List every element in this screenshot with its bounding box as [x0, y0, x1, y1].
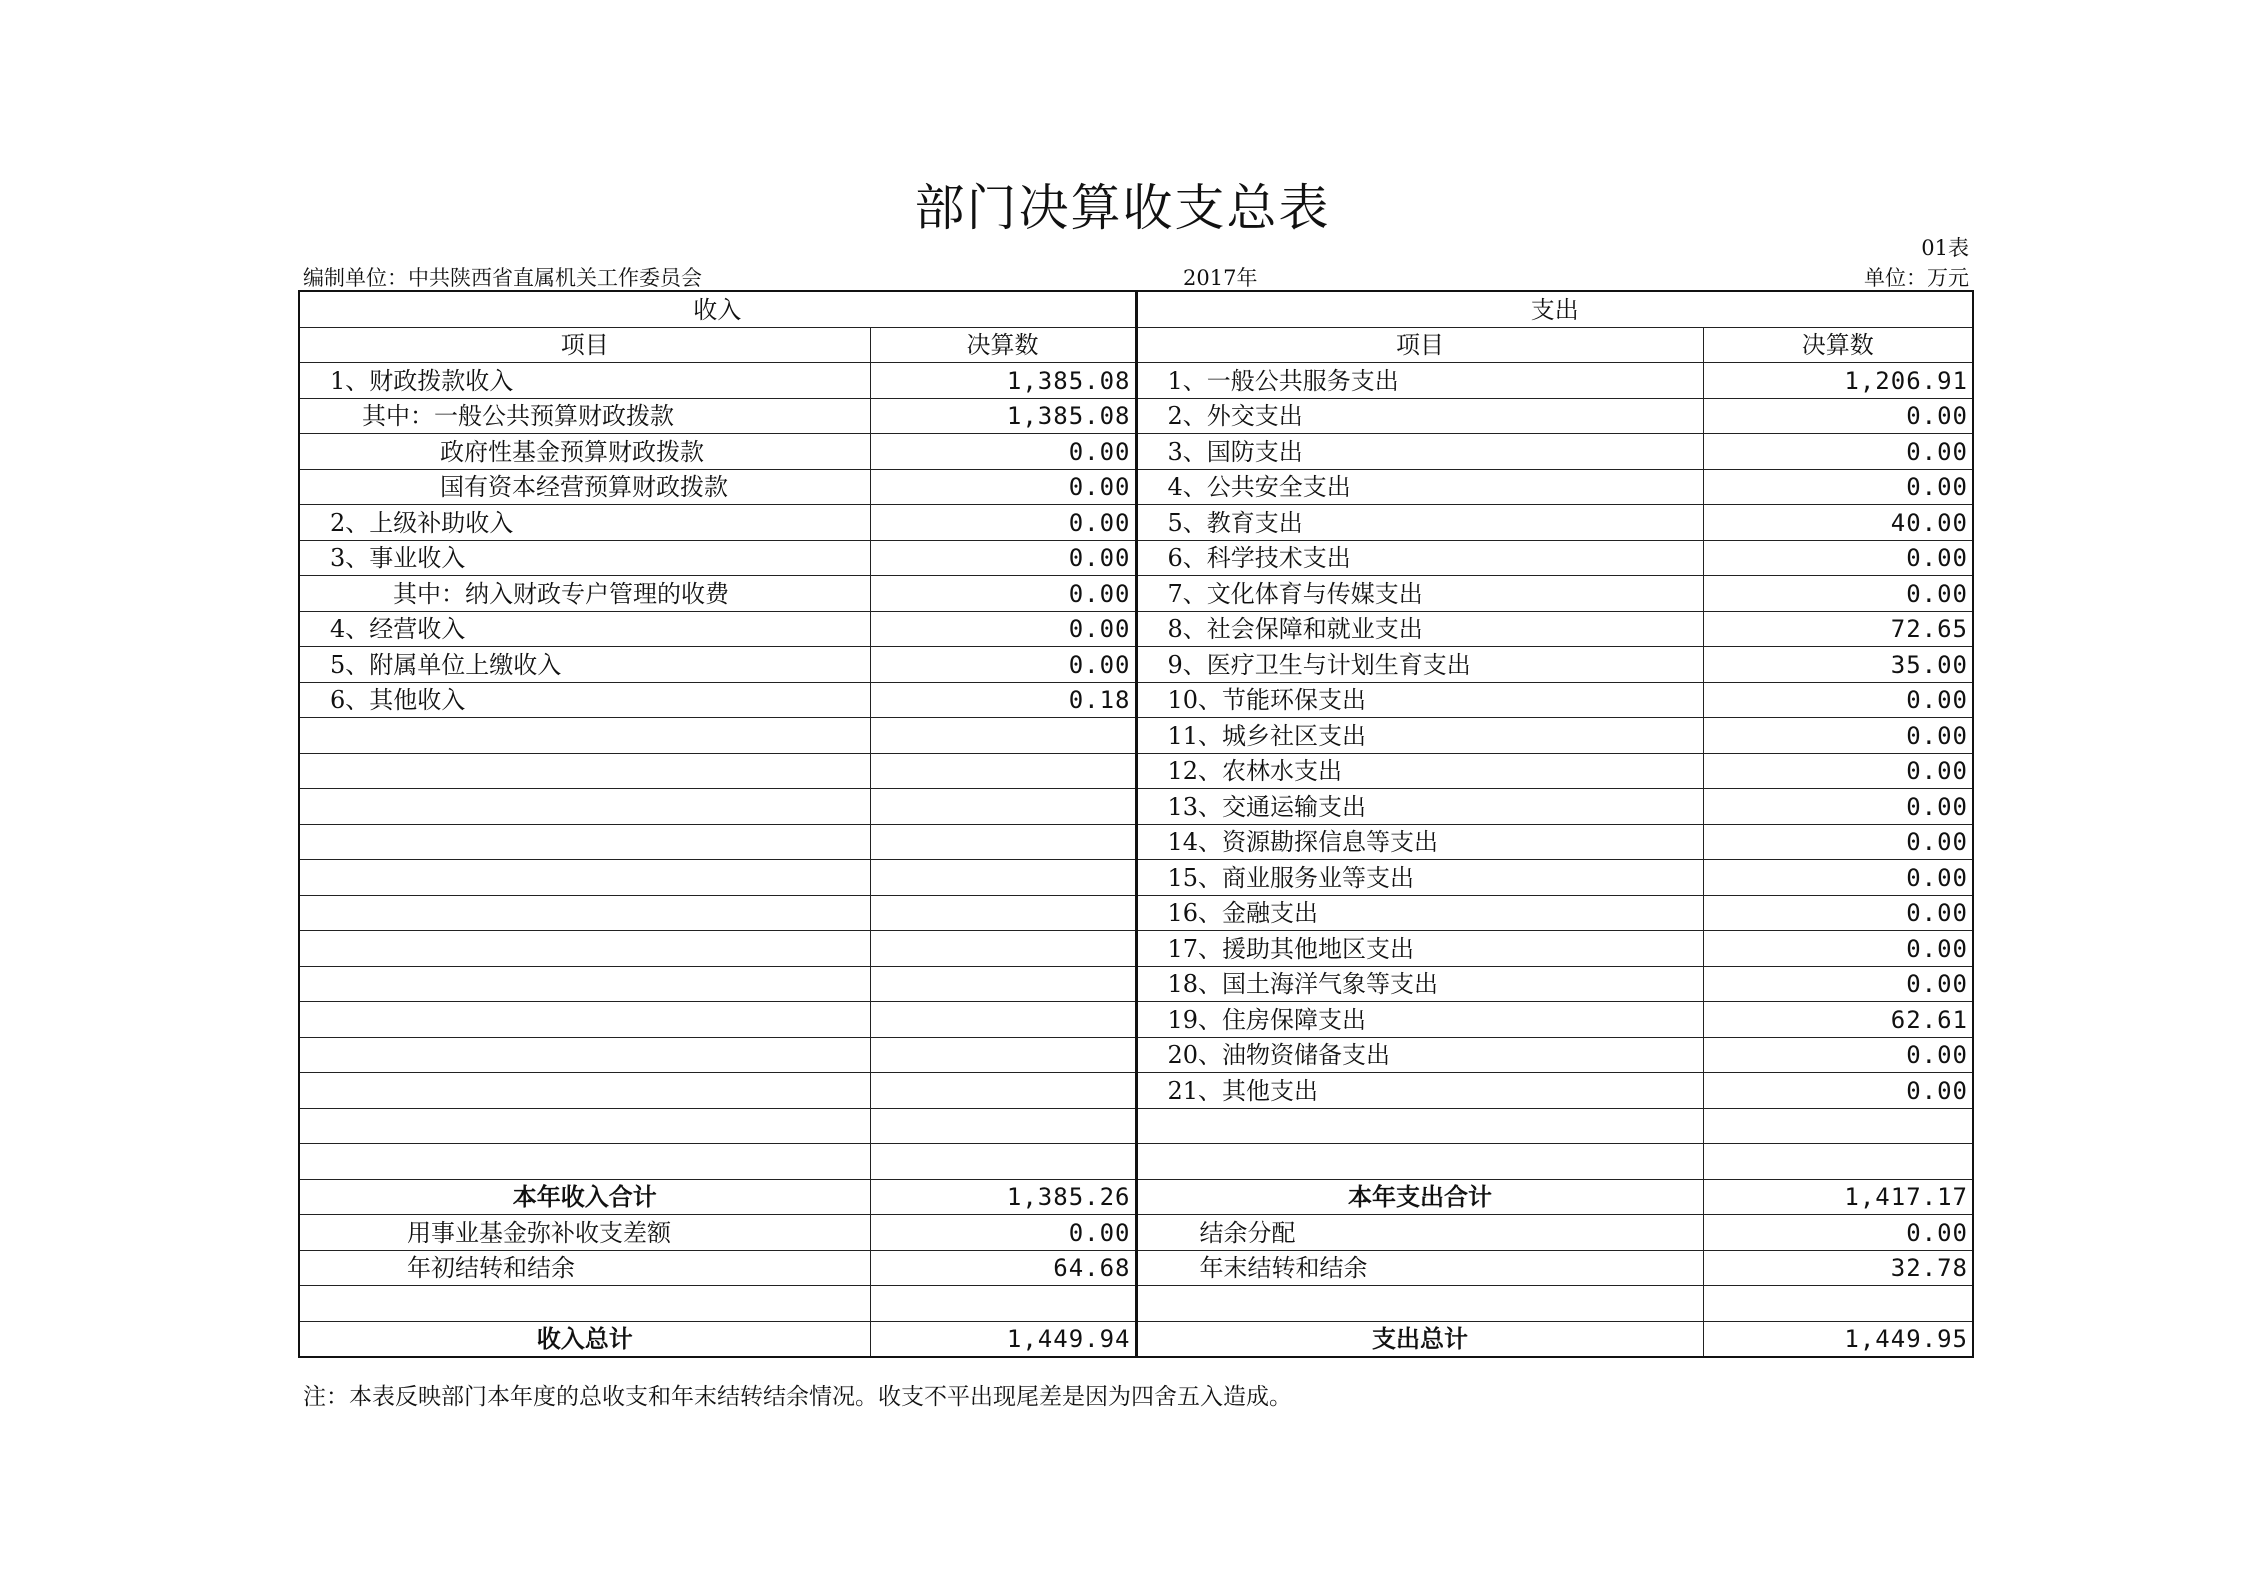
footnote: 注：本表反映部门本年度的总收支和年末结转结余情况。收支不平出现尾差是因为四舍五入造成。: [303, 1384, 1292, 1410]
fund-offset-value: 0.00: [870, 1215, 1136, 1251]
income-grand-total-value: 1,449.94: [870, 1321, 1136, 1357]
income-item-empty: [299, 789, 870, 825]
table-row: [299, 1073, 1973, 1109]
expense-section-header: 支出: [1136, 291, 1973, 327]
income-value-empty: [870, 895, 1136, 931]
table-row: [299, 753, 1973, 789]
empty-cell: [1136, 1144, 1703, 1180]
expense-year-total-label: 本年支出合计: [1136, 1179, 1703, 1215]
empty-cell: [299, 1286, 870, 1322]
empty-cell: [1136, 1108, 1703, 1144]
income-value: 1,385.08: [870, 398, 1136, 434]
table-row: [299, 860, 1973, 896]
table-row: [299, 895, 1973, 931]
expense-item: 18、国土海洋气象等支出: [1136, 966, 1703, 1002]
income-item: 2、上级补助收入: [299, 505, 870, 541]
income-item: 其中：纳入财政专户管理的收费: [299, 576, 870, 612]
income-item: 5、附属单位上缴收入: [299, 647, 870, 683]
income-item-empty: [299, 1073, 870, 1109]
income-value-empty: [870, 1002, 1136, 1038]
empty-cell: [870, 1144, 1136, 1180]
income-value-empty: [870, 860, 1136, 896]
surplus-allocation-label: 结余分配: [1136, 1215, 1703, 1251]
report-year: 2017年: [1183, 266, 1258, 290]
page-title: 部门决算收支总表: [914, 179, 1331, 237]
income-item-empty: [299, 1002, 870, 1038]
table-row-empty: [299, 1144, 1973, 1180]
column-header-row: [299, 327, 1973, 363]
income-item: 1、财政拨款收入: [299, 363, 870, 399]
income-item: 3、事业收入: [299, 540, 870, 576]
table-row: [299, 789, 1973, 825]
expense-item-header: 项目: [1136, 327, 1703, 363]
income-item-empty: [299, 718, 870, 754]
expense-item: 3、国防支出: [1136, 434, 1703, 470]
empty-cell: [299, 1144, 870, 1180]
expense-item: 5、教育支出: [1136, 505, 1703, 541]
expense-item: 20、油物资储备支出: [1136, 1037, 1703, 1073]
table-row: [299, 611, 1973, 647]
income-value: 0.00: [870, 505, 1136, 541]
income-item: 4、经营收入: [299, 611, 870, 647]
table-row: [299, 966, 1973, 1002]
table-number: 01表: [1921, 236, 1969, 260]
table-row: [299, 931, 1973, 967]
expense-amount-header: 决算数: [1703, 327, 1973, 363]
expense-value: 0.00: [1703, 895, 1973, 931]
expense-value: 0.00: [1703, 966, 1973, 1002]
expense-item: 19、住房保障支出: [1136, 1002, 1703, 1038]
expense-item: 7、文化体育与传媒支出: [1136, 576, 1703, 612]
expense-value: 0.00: [1703, 753, 1973, 789]
income-item-empty: [299, 1037, 870, 1073]
expense-value: 1,206.91: [1703, 363, 1973, 399]
income-value: 0.00: [870, 469, 1136, 505]
empty-cell: [1703, 1144, 1973, 1180]
expense-value: 0.00: [1703, 576, 1973, 612]
table-row: [299, 398, 1973, 434]
expense-value: 0.00: [1703, 398, 1973, 434]
income-year-total-value: 1,385.26: [870, 1179, 1136, 1215]
expense-value: 0.00: [1703, 682, 1973, 718]
expense-value: 40.00: [1703, 505, 1973, 541]
income-item: 政府性基金预算财政拨款: [299, 434, 870, 470]
expense-item: 11、城乡社区支出: [1136, 718, 1703, 754]
income-grand-total-label: 收入总计: [299, 1321, 870, 1357]
empty-cell: [1703, 1108, 1973, 1144]
income-section-header: 收入: [299, 291, 1136, 327]
expense-item: 4、公共安全支出: [1136, 469, 1703, 505]
table-row: [299, 434, 1973, 470]
income-item-empty: [299, 824, 870, 860]
expense-value: 0.00: [1703, 789, 1973, 825]
expense-item: 14、资源勘探信息等支出: [1136, 824, 1703, 860]
expense-value: 0.00: [1703, 931, 1973, 967]
expense-value: 0.00: [1703, 718, 1973, 754]
table-row: [299, 1215, 1973, 1251]
table-row-empty: [299, 1108, 1973, 1144]
income-value: 0.00: [870, 540, 1136, 576]
income-value-empty: [870, 1073, 1136, 1109]
year-total-row: [299, 1179, 1973, 1215]
income-item-empty: [299, 860, 870, 896]
income-value-empty: [870, 931, 1136, 967]
currency-unit: 单位：万元: [1864, 266, 1969, 290]
table-row-empty: [299, 1286, 1973, 1322]
section-header-row: [299, 291, 1973, 327]
expense-year-total-value: 1,417.17: [1703, 1179, 1973, 1215]
income-item: 其中：一般公共预算财政拨款: [299, 398, 870, 434]
grand-total-row: [299, 1321, 1973, 1357]
end-carryover-value: 32.78: [1703, 1250, 1973, 1286]
expense-item: 21、其他支出: [1136, 1073, 1703, 1109]
income-value: 0.18: [870, 682, 1136, 718]
table-row: [299, 824, 1973, 860]
income-value-empty: [870, 966, 1136, 1002]
table-row: [299, 1002, 1973, 1038]
income-item: 6、其他收入: [299, 682, 870, 718]
table-row: [299, 505, 1973, 541]
expense-item: 12、农林水支出: [1136, 753, 1703, 789]
budget-table: [298, 290, 1974, 1358]
table-row: [299, 1250, 1973, 1286]
expense-value: 0.00: [1703, 860, 1973, 896]
expense-value: 62.61: [1703, 1002, 1973, 1038]
expense-item: 10、节能环保支出: [1136, 682, 1703, 718]
expense-item: 8、社会保障和就业支出: [1136, 611, 1703, 647]
expense-grand-total-value: 1,449.95: [1703, 1321, 1973, 1357]
expense-item: 1、一般公共服务支出: [1136, 363, 1703, 399]
expense-item: 16、金融支出: [1136, 895, 1703, 931]
income-item-empty: [299, 931, 870, 967]
income-value: 1,385.08: [870, 363, 1136, 399]
income-value: 0.00: [870, 647, 1136, 683]
expense-grand-total-label: 支出总计: [1136, 1321, 1703, 1357]
empty-cell: [1136, 1286, 1703, 1322]
income-value: 0.00: [870, 611, 1136, 647]
income-item: 国有资本经营预算财政拨款: [299, 469, 870, 505]
income-value-empty: [870, 753, 1136, 789]
expense-value: 35.00: [1703, 647, 1973, 683]
empty-cell: [870, 1286, 1136, 1322]
expense-item: 6、科学技术支出: [1136, 540, 1703, 576]
income-value-empty: [870, 1037, 1136, 1073]
income-amount-header: 决算数: [870, 327, 1136, 363]
expense-value: 72.65: [1703, 611, 1973, 647]
table-row: [299, 363, 1973, 399]
table-row: [299, 718, 1973, 754]
table-row: [299, 576, 1973, 612]
income-value-empty: [870, 789, 1136, 825]
empty-cell: [870, 1108, 1136, 1144]
table-row: [299, 540, 1973, 576]
income-value: 0.00: [870, 576, 1136, 612]
income-item-header: 项目: [299, 327, 870, 363]
expense-item: 15、商业服务业等支出: [1136, 860, 1703, 896]
income-item-empty: [299, 966, 870, 1002]
income-value-empty: [870, 824, 1136, 860]
begin-carryover-label: 年初结转和结余: [299, 1250, 870, 1286]
expense-value: 0.00: [1703, 434, 1973, 470]
income-item-empty: [299, 753, 870, 789]
expense-item: 17、援助其他地区支出: [1136, 931, 1703, 967]
empty-cell: [299, 1108, 870, 1144]
expense-item: 13、交通运输支出: [1136, 789, 1703, 825]
begin-carryover-value: 64.68: [870, 1250, 1136, 1286]
fund-offset-label: 用事业基金弥补收支差额: [299, 1215, 870, 1251]
table-row: [299, 682, 1973, 718]
income-year-total-label: 本年收入合计: [299, 1179, 870, 1215]
income-item-empty: [299, 895, 870, 931]
expense-value: 0.00: [1703, 1073, 1973, 1109]
expense-value: 0.00: [1703, 1037, 1973, 1073]
expense-value: 0.00: [1703, 469, 1973, 505]
income-value: 0.00: [870, 434, 1136, 470]
expense-item: 2、外交支出: [1136, 398, 1703, 434]
empty-cell: [1703, 1286, 1973, 1322]
table-row: [299, 469, 1973, 505]
surplus-allocation-value: 0.00: [1703, 1215, 1973, 1251]
expense-value: 0.00: [1703, 540, 1973, 576]
end-carryover-label: 年末结转和结余: [1136, 1250, 1703, 1286]
table-row: [299, 647, 1973, 683]
table-row: [299, 1037, 1973, 1073]
expense-item: 9、医疗卫生与计划生育支出: [1136, 647, 1703, 683]
income-value-empty: [870, 718, 1136, 754]
expense-value: 0.00: [1703, 824, 1973, 860]
compiling-unit: 编制单位：中共陕西省直属机关工作委员会: [303, 266, 702, 290]
